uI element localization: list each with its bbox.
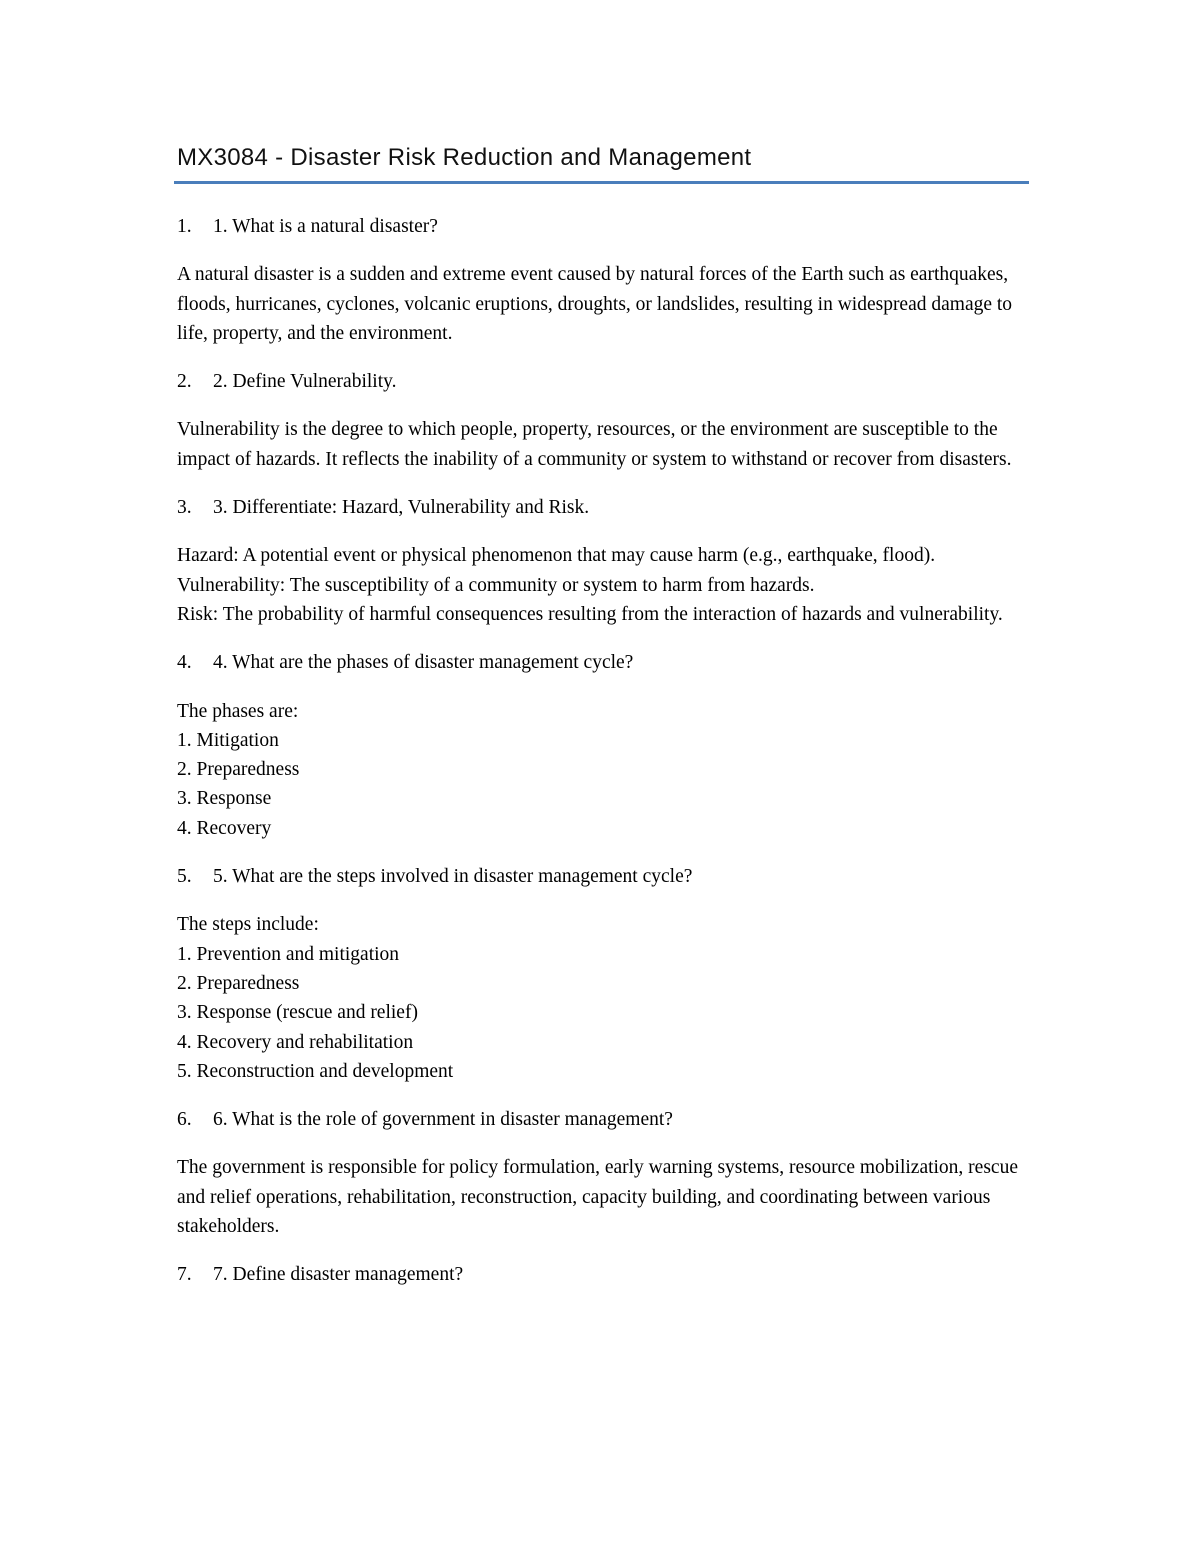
list-item: 2. Preparedness [177,759,300,781]
question-number: 5. [177,866,192,888]
title-underline [174,181,1029,184]
question-3 [177,493,1029,522]
list-item: 3. Response (rescue and relief) [177,1002,418,1024]
question-text: 7. Define disaster management? [213,1264,464,1286]
answer-1 [177,260,1029,348]
list-item: 3. Response [177,788,272,810]
question-1 [177,212,1029,241]
answer-line: A natural disaster is a sudden and extreme event caused by natural forces of the Earth such as earthquakes, floods, hurricanes, cyclones, volcanic eruptions, droughts, or landslides, resulting in widespread damage to life, property, and the environment. [177,264,1013,344]
question-4 [177,648,1029,677]
answer-line: The government is responsible for policy formulation, early warning systems, resource mobilization, rescue and relief operations, rehabilitation, reconstruction, capacity building, and coordinating between various stakeholders. [177,1157,1018,1238]
question-number: 1. [177,216,192,237]
question-number: 6. [177,1109,192,1131]
question-2 [177,367,1029,396]
question-5 [177,862,1029,891]
answer-5 [177,910,1029,1086]
document-page [177,140,1029,1309]
answer-line: Risk: The probability of harmful consequences resulting from the interaction of hazards and vulnerability. [177,603,1003,625]
answer-line: The phases are: [177,700,299,722]
question-text: 4. What are the phases of disaster management cycle? [213,652,634,674]
answer-line: The steps include: [177,914,319,936]
question-text: 2. Define Vulnerability. [213,371,397,393]
question-7 [177,1260,1029,1289]
question-number: 4. [177,652,192,674]
question-text: 3. Differentiate: Hazard, Vulnerability and Risk. [213,497,590,519]
list-item: 5. Reconstruction and development [177,1060,454,1082]
question-text: 6. What is the role of government in disaster management? [213,1109,673,1131]
answer-line: Hazard: A potential event or physical phenomenon that may cause harm (e.g., earthquake, flood). [177,545,936,567]
question-6 [177,1105,1029,1134]
document-title: MX3084 - Disaster Risk Reduction and Management [177,144,752,171]
answer-6 [177,1153,1029,1241]
question-number: 3. [177,497,192,519]
document-content [177,178,1029,1290]
answer-line: Vulnerability is the degree to which people, property, resources, or the environment are susceptible to the impact of hazards. It reflects the inability of a community or system to withstand or recover from disasters. [177,419,1012,470]
answer-4 [177,697,1029,843]
list-item: 2. Preparedness [177,972,300,994]
list-item: 4. Recovery [177,817,272,839]
list-item: 4. Recovery and rehabilitation [177,1031,414,1053]
question-text: 1. What is a natural disaster? [213,216,438,237]
answer-line: Vulnerability: The susceptibility of a community or system to harm from hazards. [177,574,815,596]
question-text: 5. What are the steps involved in disaster management cycle? [213,866,693,888]
answer-2 [177,415,1029,474]
answer-3 [177,541,1029,629]
list-item: 1. Mitigation [177,729,279,751]
list-item: 1. Prevention and mitigation [177,943,400,965]
question-number: 2. [177,371,192,393]
question-number: 7. [177,1264,192,1286]
